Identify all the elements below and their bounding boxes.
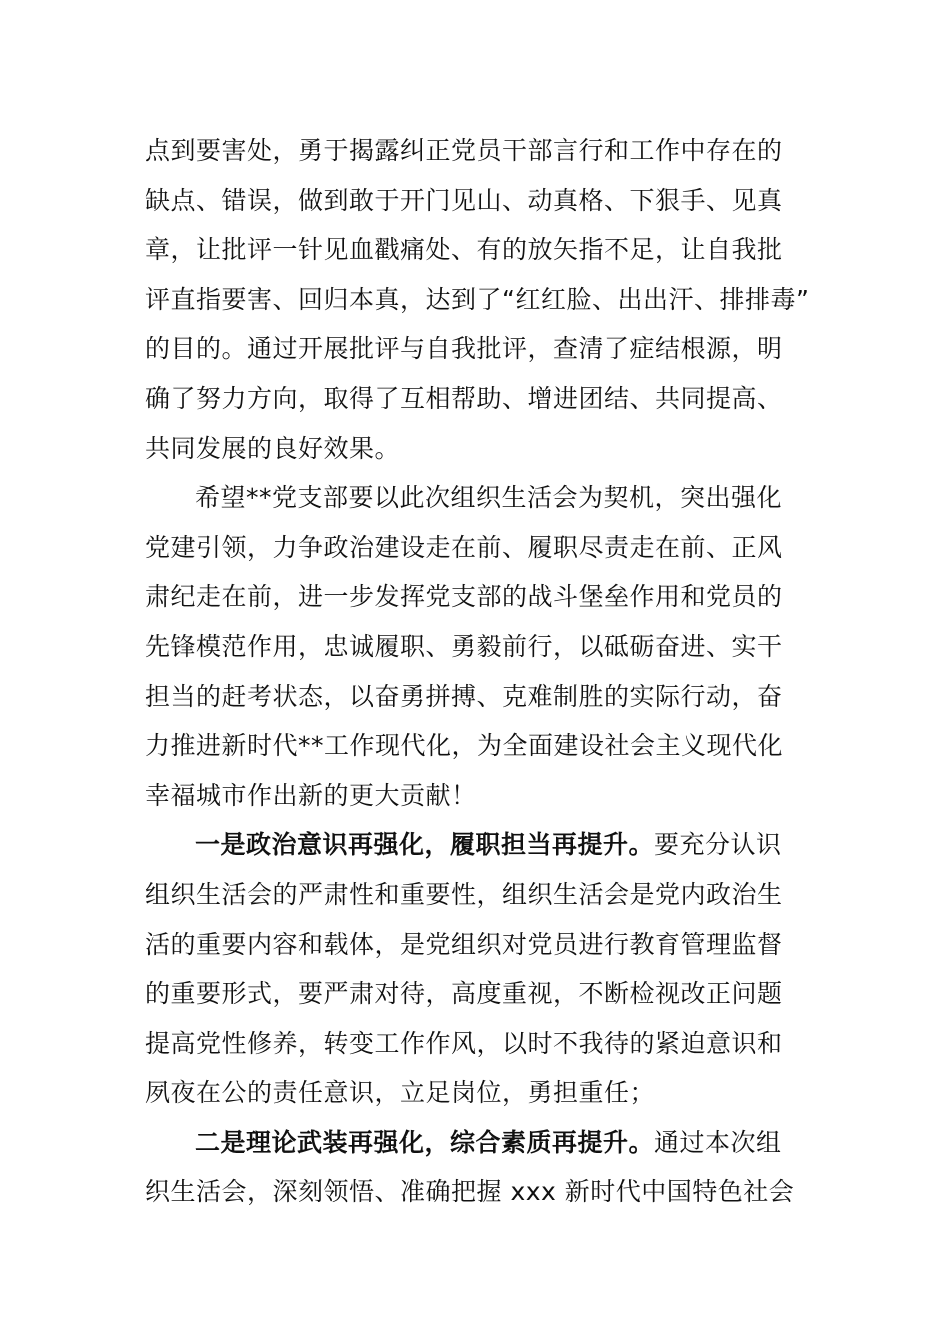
heading-continuation: 通过本次组 (654, 1127, 782, 1157)
text-line: 希望**党支部要以此次组织生活会为契机，突出强化 (195, 483, 783, 513)
text-line: 肃纪走在前，进一步发挥党支部的战斗堡垒作用和党员的 (145, 582, 783, 612)
text-line: 织生活会，深刻领悟、准确把握 xxx 新时代中国特色社会 (145, 1177, 795, 1207)
text-line: 提高党性修养，转变工作作风，以时不我待的紧迫意识和 (145, 1028, 783, 1058)
text-line: 幸福城市作出新的更大贡献！ (145, 780, 477, 810)
text-line: 组织生活会的严肃性和重要性，组织生活会是党内政治生 (145, 879, 783, 909)
text-line: 的目的。通过开展批评与自我批评，查清了症结根源，明 (145, 334, 783, 364)
text-line: 确了努力方向，取得了互相帮助、增进团结、共同提高、 (145, 383, 783, 413)
text-line: 点到要害处，勇于揭露纠正党员干部言行和工作中存在的 (145, 136, 783, 165)
text-line: 缺点、错误，做到敢于开门见山、动真格、下狠手、见真 (145, 185, 783, 215)
paragraph-4 (145, 1118, 807, 1217)
text-line: 党建引领，力争政治建设走在前、履职尽责走在前、正风 (145, 532, 783, 562)
section-heading: 一是政治意识再强化，履职担当再提升。 (195, 830, 655, 860)
text-line: 担当的赶考状态，以奋勇拼搏、克难制胜的实际行动，奋 (145, 681, 783, 711)
paragraph-3 (145, 820, 807, 1118)
text-line: 活的重要内容和载体，是党组织对党员进行教育管理监督 (145, 929, 783, 959)
section-heading: 二是理论武装再强化，综合素质再提升。 (195, 1127, 655, 1157)
text-line: 力推进新时代**工作现代化，为全面建设社会主义现代化 (145, 731, 784, 761)
heading-continuation: 要充分认识 (654, 830, 782, 860)
text-line (145, 820, 807, 870)
paragraph-2 (145, 473, 807, 820)
text-line (145, 1118, 807, 1168)
text-line: 共同发展的良好效果。 (145, 433, 401, 463)
text-line: 章，让批评一针见血戳痛处、有的放矢指不足，让自我批 (145, 235, 783, 265)
text-line: 的重要形式，要严肃对待，高度重视，不断检视改正问题 (145, 979, 783, 1009)
text-line: 夙夜在公的责任意识，立足岗位，勇担重任； (145, 1078, 656, 1108)
text-line: 评直指要害、回归本真，达到了“红红脸、出出汗、排排毒” (145, 284, 810, 314)
paragraph-1 (145, 126, 810, 473)
document-body (145, 126, 810, 1217)
text-line: 先锋模范作用，忠诚履职、勇毅前行，以砥砺奋进、实干 (145, 631, 783, 661)
